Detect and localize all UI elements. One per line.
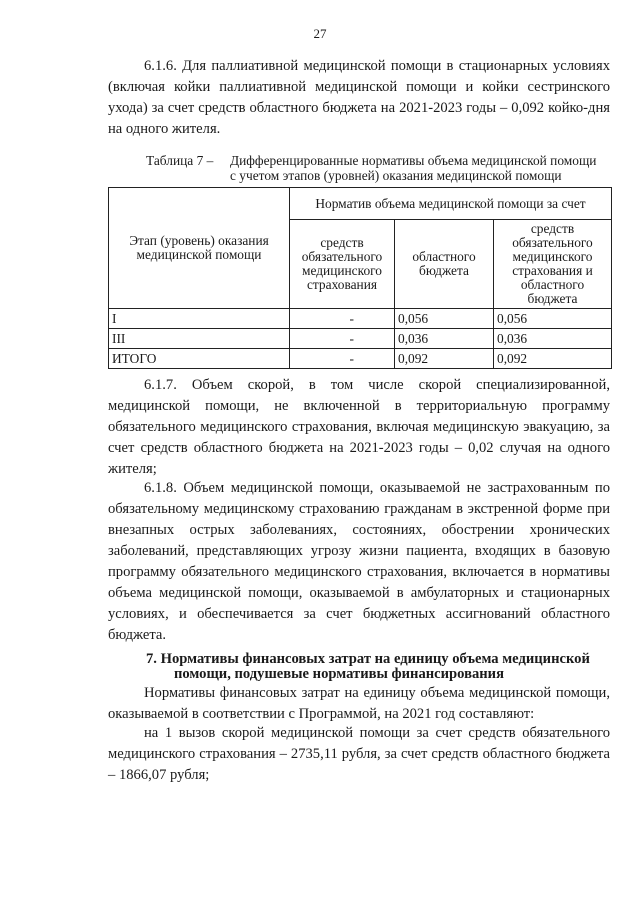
table-caption-line2: с учетом этапов (уровней) оказания медицинской помощи xyxy=(230,168,562,183)
table-subheader-budget: областного бюджета xyxy=(395,220,494,309)
table-cell-stage: III xyxy=(109,329,290,349)
table-header-norm: Норматив объема медицинской помощи за счет xyxy=(290,188,612,220)
table-caption-label: Таблица 7 – xyxy=(146,153,214,168)
section-7-heading xyxy=(146,652,610,682)
table-subheader-oms: средств обязательного медицинского страхования xyxy=(290,220,395,309)
table-row xyxy=(109,309,612,329)
paragraph-section-7-item1-text: на 1 вызов скорой медицинской помощи за счет средств обязательного медицинского страхования – 2735,11 рубля, за счет средств областного бюджета – 1866,07 рубля; xyxy=(108,725,610,783)
table-cell-total: 0,092 xyxy=(494,349,612,369)
table-row xyxy=(109,349,612,369)
paragraph-6-1-6-rest: условиях (включая койки паллиативной медицинской помощи и койки сестринского ухода) за счет средств областного бюджета на 2021-2023 годы – 0,092 койко-дня на одного жителя. xyxy=(108,58,610,137)
table-cell-budget: 0,056 xyxy=(395,309,494,329)
table-cell-total: 0,036 xyxy=(494,329,612,349)
paragraph-6-1-7 xyxy=(108,375,610,480)
table-cell-budget: 0,036 xyxy=(395,329,494,349)
table-cell-stage: I xyxy=(109,309,290,329)
paragraph-6-1-8-text: 6.1.8. Объем медицинской помощи, оказываемой не застрахованным по обязательному медицинскому страхованию гражданам в экстренной форме при внезапных острых заболеваниях, состояниях, обострении хронических заболеваний, представляющих угрозу жизни пациента, входящих в базовую программу обязательного медицинского страхования, включается в нормативы объема медицинской помощи, оказываемой в амбулаторных и стационарных условиях, и обеспечивается за счет бюджетных ассигнований областного бюджета. xyxy=(108,480,610,643)
table-cell-oms: - xyxy=(290,309,395,329)
table-header-stage: Этап (уровень) оказания медицинской помощи xyxy=(109,188,290,309)
norms-table xyxy=(108,187,612,369)
table-cell-stage: ИТОГО xyxy=(109,349,290,369)
table-cell-budget: 0,092 xyxy=(395,349,494,369)
paragraph-6-1-6-first: 6.1.6. Для паллиативной медицинской помощи в стационарных xyxy=(144,58,548,74)
paragraph-section-7-item1 xyxy=(108,723,610,786)
table-caption-line1: Дифференцированные нормативы объема медицинской помощи xyxy=(230,153,597,168)
paragraph-section-7-intro xyxy=(108,683,610,725)
paragraph-6-1-7-text: 6.1.7. Объем скорой, в том числе скорой специализированной, медицинской помощи, не включенной в территориальную программу обязательного медицинского страхования, включая медицинскую эвакуацию, за счет средств областного бюджета на 2021-2023 годы – 0,02 случая на одного жителя; xyxy=(108,377,610,477)
table-cell-oms: - xyxy=(290,329,395,349)
table-caption xyxy=(146,153,616,183)
page-number: 27 xyxy=(313,26,327,41)
section-7-heading-line1: 7. Нормативы финансовых затрат на единицу объема медицинской xyxy=(146,651,590,667)
table-row xyxy=(109,329,612,349)
table-subheader-total: средств обязательного медицинского страхования и областного бюджета xyxy=(494,220,612,309)
paragraph-6-1-8 xyxy=(108,478,610,646)
paragraph-6-1-6 xyxy=(108,56,610,140)
paragraph-section-7-intro-text: Нормативы финансовых затрат на единицу объема медицинской помощи, оказываемой в соответствии с Программой, на 2021 год составляют: xyxy=(108,685,610,722)
table-cell-oms: - xyxy=(290,349,395,369)
section-7-heading-line2: помощи, подушевые нормативы финансирования xyxy=(174,666,504,682)
table-cell-total: 0,056 xyxy=(494,309,612,329)
